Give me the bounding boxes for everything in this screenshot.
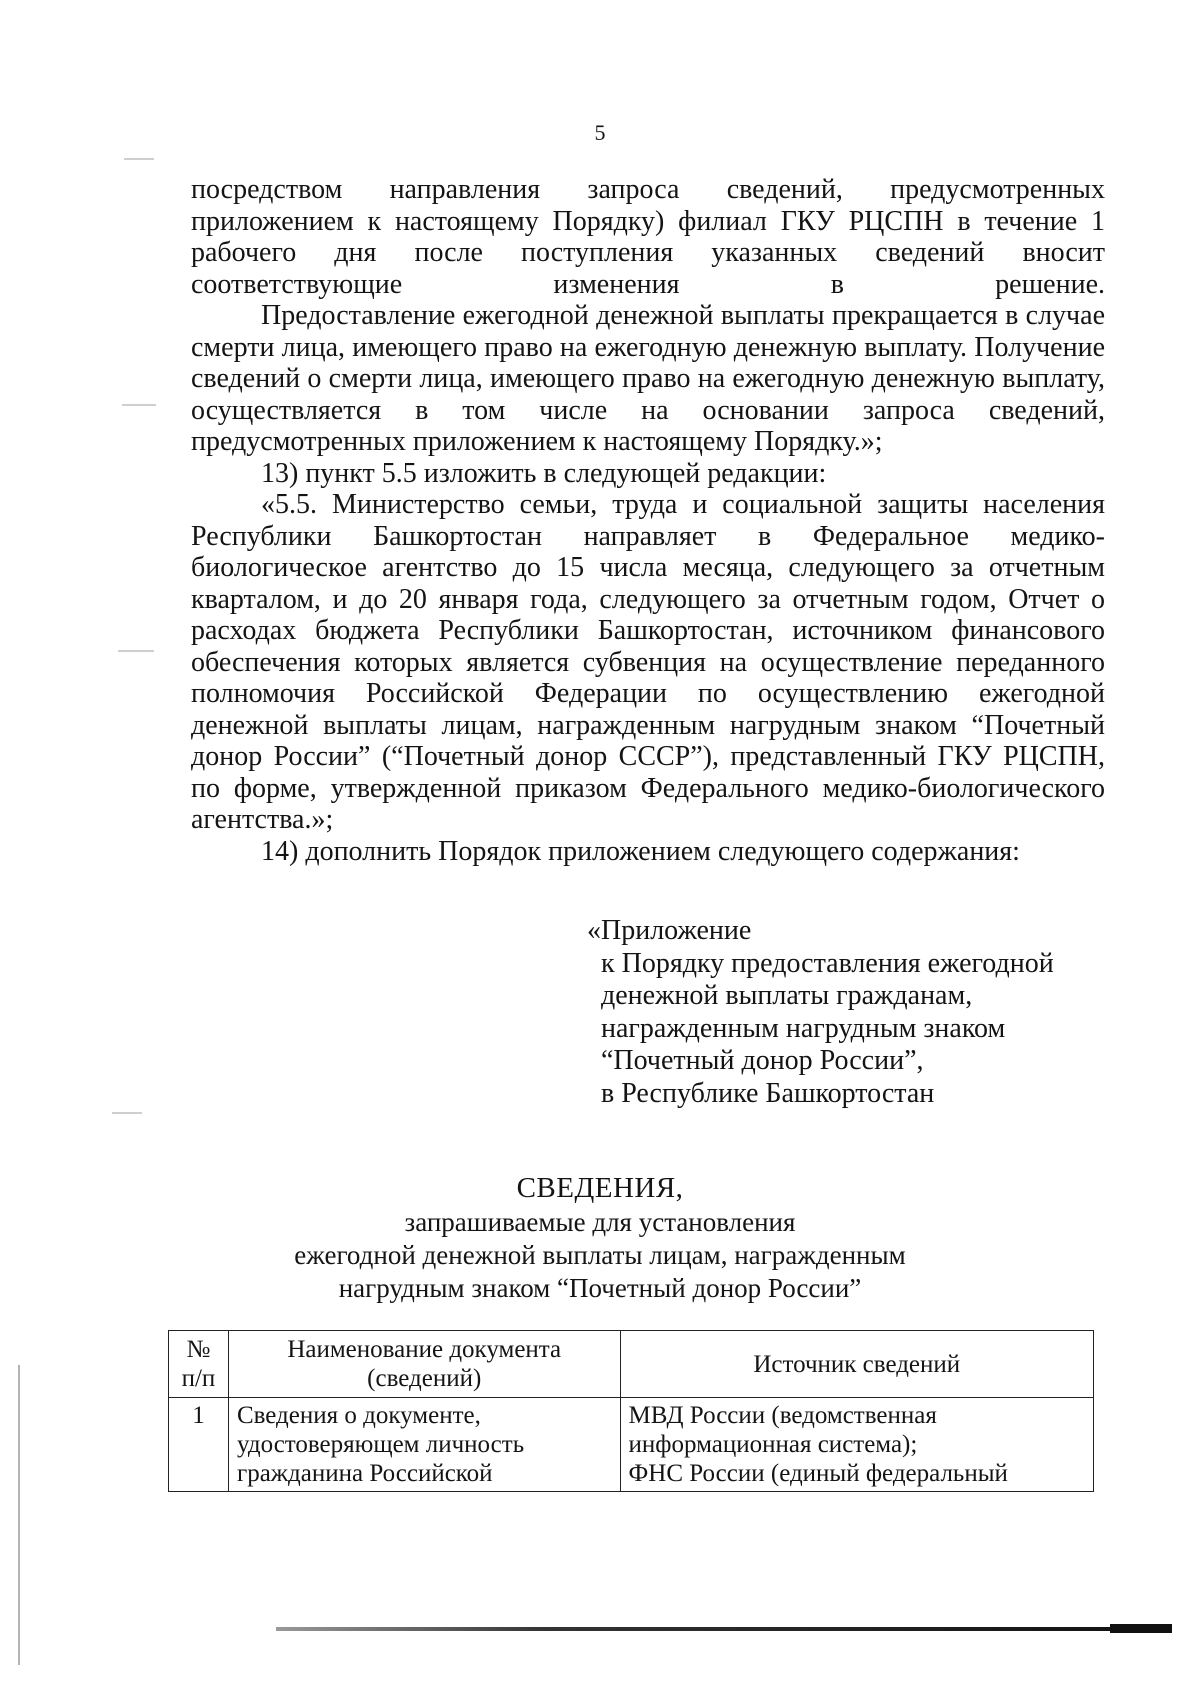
header-num: № п/п bbox=[169, 1331, 229, 1398]
table-header-row bbox=[169, 1331, 1094, 1398]
page-number: 5 bbox=[594, 120, 606, 145]
appendix-note-line: награжденным нагрудным знаком bbox=[601, 1012, 1006, 1044]
body-text bbox=[191, 174, 1105, 867]
appendix-note-line: к Порядку предоставления ежегодной bbox=[601, 947, 1054, 979]
paragraph-termination: Предоставление ежегодной денежной выплаты прекращается в случае смерти лица, имеющего право на ежегодную денежную выплату. Получение сведений о смерти лица, имеющего право на ежегодную денежную выплату, осуществляется в том числе на основании запроса сведений, предусмотренных приложением к настоящему Порядку.»; bbox=[191, 300, 1105, 457]
appendix-subtitle-line: ежегодной денежной выплаты лицам, награжденным bbox=[294, 1240, 906, 1270]
paragraph-continuation: посредством направления запроса сведений, предусмотренных приложением к настоящему Порядку) филиал ГКУ РЦСПН в течение 1 рабочего дня после поступления указанных сведений вносит соответствующие изменения в решение. bbox=[191, 174, 1105, 300]
paragraph-item-13: 13) пункт 5.5 изложить в следующей редакции: bbox=[261, 457, 827, 489]
appendix-note-line: “Почетный донор России”, bbox=[601, 1045, 924, 1076]
requested-info-table bbox=[168, 1330, 1094, 1492]
cell-source-line: МВД России (ведомственная информационная система); bbox=[628, 1402, 937, 1458]
cell-num: 1 bbox=[169, 1398, 229, 1492]
cell-document: Сведения о документе, удостоверяющем личность гражданина Российской bbox=[228, 1398, 620, 1492]
appendix-subtitle-line: запрашиваемые для установления bbox=[404, 1207, 796, 1237]
scan-margin-line bbox=[18, 1365, 20, 1665]
appendix-note-line: в Республике Башкортостан bbox=[601, 1077, 935, 1109]
header-document: Наименование документа (сведений) bbox=[228, 1331, 620, 1398]
header-source: Источник сведений bbox=[620, 1331, 1093, 1398]
appendix-note-line: денежной выплаты гражданам, bbox=[601, 980, 973, 1011]
appendix-title: СВЕДЕНИЯ, bbox=[516, 1172, 684, 1204]
cell-source-line: ФНС России (единый федеральный bbox=[628, 1460, 1008, 1487]
appendix-note bbox=[587, 915, 1107, 1110]
appendix-subtitle-line: нагрудным знаком “Почетный донор России” bbox=[338, 1273, 862, 1303]
paragraph-point-5-5: «5.5. Министерство семьи, труда и социальной защиты населения Республики Башкортостан направляет в Федеральное медико-биологическое агентство до 15 числа месяца, следующего за отчетным кварталом, и до 20 января года, следующего за отчетным годом, Отчет о расходах бюджета Республики Башкортостан, источником финансового обеспечения которых является субвенция на осуществление переданного полномочия Российской Федерации по осуществлению ежегодной денежной выплаты лицам, награжденным нагрудным знаком “Почетный донор России” (“Почетный донор СССР”), представленный ГКУ РЦСПН, по форме, утвержденной приказом Федерального медико-биологического агентства.»; bbox=[191, 489, 1105, 835]
scan-speck bbox=[118, 650, 154, 652]
bottom-rule-end bbox=[1110, 1624, 1172, 1633]
table-row bbox=[169, 1398, 1094, 1492]
paragraph-item-14: 14) дополнить Порядок приложением следующего содержания: bbox=[261, 835, 1020, 867]
appendix-subtitle bbox=[0, 1206, 1200, 1305]
cell-source bbox=[620, 1398, 1093, 1492]
scan-speck bbox=[124, 158, 154, 160]
scan-speck bbox=[122, 404, 156, 406]
scan-speck bbox=[112, 1112, 142, 1114]
appendix-note-line: «Приложение bbox=[587, 915, 752, 946]
bottom-rule bbox=[276, 1627, 1171, 1631]
